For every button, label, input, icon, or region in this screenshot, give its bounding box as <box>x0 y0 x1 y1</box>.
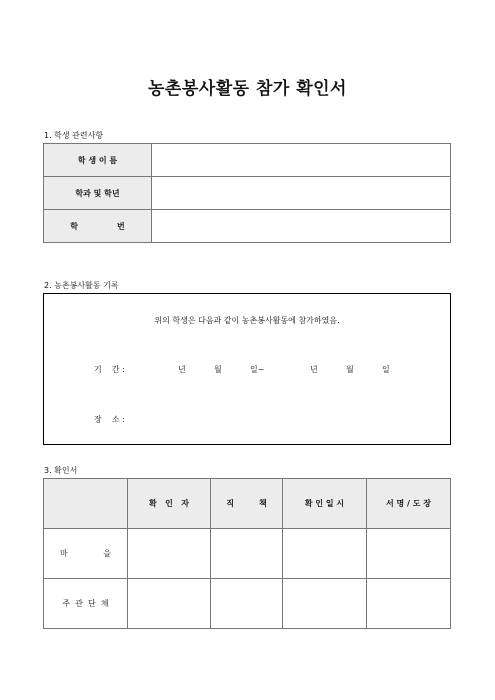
header-empty-cell <box>44 479 128 529</box>
period-end-day: 일 <box>382 365 390 374</box>
organizer-signature-field[interactable] <box>367 579 451 629</box>
place-label: 장 소 : <box>94 415 125 424</box>
section-2-label: 2. 농촌봉사활동 기록 <box>44 281 119 290</box>
period-start-day: 일~ <box>250 365 265 374</box>
village-position-field[interactable] <box>211 529 283 579</box>
student-id-field[interactable] <box>152 210 451 243</box>
statement-text: 위의 학생은 다음과 같이 농촌봉사활동에 참가하였음. <box>154 316 340 325</box>
period-end-month: 월 <box>346 365 354 374</box>
village-signature-field[interactable] <box>367 529 451 579</box>
period-label: 기 간 : <box>94 365 125 374</box>
period-end-year: 년 <box>310 365 318 374</box>
organizer-confirmer-field[interactable] <box>128 579 211 629</box>
dept-year-label: 학과 및 학년 <box>44 177 152 210</box>
section-3-label: 3. 확인서 <box>44 466 78 475</box>
header-confirmer: 확 인 자 <box>128 479 211 529</box>
activity-record-box <box>43 293 451 445</box>
student-info-table <box>43 143 451 243</box>
header-position: 직 책 <box>211 479 283 529</box>
student-name-label: 학 생 이 름 <box>44 144 152 177</box>
period-start-month: 월 <box>214 365 222 374</box>
row-organizer-label: 주 관 단 체 <box>44 579 128 629</box>
organizer-position-field[interactable] <box>211 579 283 629</box>
village-confirmer-field[interactable] <box>128 529 211 579</box>
organizer-date-field[interactable] <box>283 579 367 629</box>
dept-year-field[interactable] <box>152 177 451 210</box>
student-id-label: 학 번 <box>44 210 152 243</box>
row-village-label: 마 을 <box>44 529 128 579</box>
header-confirm-date: 확 인 일 시 <box>283 479 367 529</box>
student-name-field[interactable] <box>152 144 451 177</box>
confirmation-table <box>43 478 451 629</box>
header-signature: 서 명 / 도 장 <box>367 479 451 529</box>
village-date-field[interactable] <box>283 529 367 579</box>
page-title: 농촌봉사활동 참가 확인서 <box>148 79 347 99</box>
period-start-year: 년 <box>178 365 186 374</box>
section-1-label: 1. 학생 관련사항 <box>44 131 104 140</box>
